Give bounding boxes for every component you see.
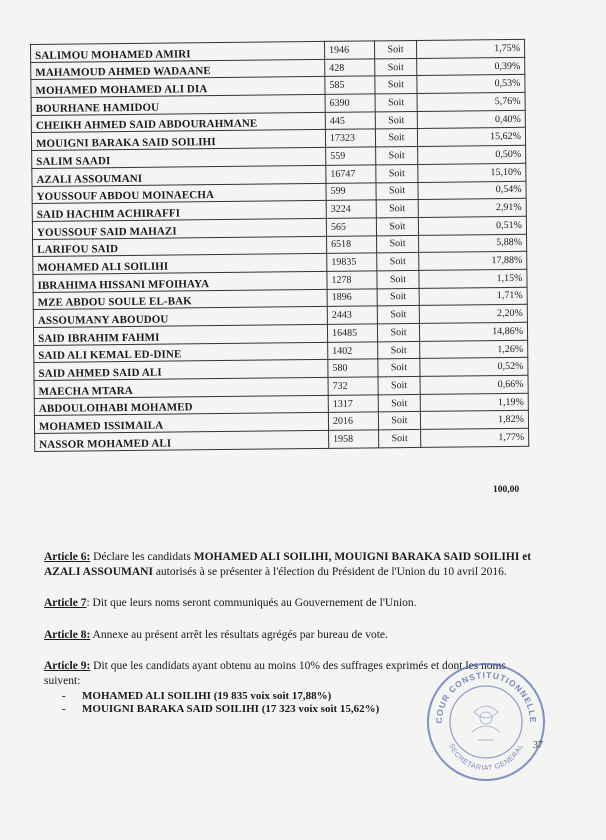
soit-cell: Soit [375,94,417,112]
percentage-cell: 1,15% [419,269,527,288]
soit-cell: Soit [376,182,418,200]
soit-cell: Soit [376,200,418,218]
percentage-cell: 2,91% [418,199,526,218]
soit-cell: Soit [375,129,417,147]
votes-cell: 1896 [327,289,377,307]
candidate-name-cell: SAID IBRAHIM FAHMI [33,324,327,345]
percentage-cell: 0,54% [418,181,526,200]
results-table-body [31,39,529,451]
votes-cell: 1946 [324,41,374,59]
soit-cell: Soit [377,270,419,288]
elected-candidate-text: MOHAMED ALI SOILIHI (19 835 voix soit 17,88%) [82,690,332,702]
candidate-name-cell: IBRAHIMA HISSANI MFOIHAYA [33,271,327,292]
candidate-name-cell: MAHAMOUD AHMED WADAANE [31,59,325,80]
candidate-name-cell: SALIM SAADI [32,148,326,169]
soit-cell: Soit [378,412,420,430]
soit-cell: Soit [377,253,419,271]
percentage-cell: 17,88% [419,252,527,271]
candidate-name-cell: AZALI ASSOUMANI [32,165,326,186]
soit-cell: Soit [375,111,417,129]
votes-cell: 565 [326,218,376,236]
page-number: 37 [533,740,543,751]
elected-candidate-text: MOUIGNI BARAKA SAID SOILIHI (17 323 voix soit 15,62%) [82,703,380,715]
soit-cell: Soit [378,376,420,394]
percentage-cell: 1,26% [420,340,528,359]
soit-cell: Soit [377,306,419,324]
soit-cell: Soit [378,359,420,377]
votes-cell: 16485 [327,324,377,342]
candidate-name-cell: SAID ALI KEMAL ED-DINE [34,342,328,363]
candidate-name-cell: NASSOR MOHAMED ALI [35,431,329,452]
total-percentage: 100,00 [493,485,520,495]
stamp-text-top: COUR CONSTITUTIONNELLE [433,669,539,724]
article-6-text-2: et [519,551,532,563]
soit-cell: Soit [376,164,418,182]
article-7-text: : Dit que leurs noms seront communiqués au Gouvernement de l'Union. [86,597,417,609]
votes-cell: 19835 [327,253,377,271]
percentage-cell: 5,76% [417,92,525,111]
soit-cell: Soit [377,323,419,341]
percentage-cell: 0,39% [417,57,525,76]
article-8 [44,628,544,643]
votes-cell: 17323 [325,129,375,147]
votes-cell: 6390 [325,94,375,112]
votes-cell: 1278 [327,271,377,289]
votes-cell: 445 [325,112,375,130]
candidate-name-cell: MOUIGNI BARAKA SAID SOILIHI [31,130,325,151]
article-9-label: Article 9: [44,660,91,672]
soit-cell: Soit [375,58,417,76]
percentage-cell: 1,71% [419,287,527,306]
elected-candidate: - MOHAMED ALI SOILIHI (19 835 voix soit 17,88%) [62,690,332,702]
percentage-cell: 1,19% [420,393,528,412]
candidate-name-cell: MZE ABDOU SOULE EL-BAK [33,289,327,310]
percentage-cell: 0,66% [420,375,528,394]
votes-cell: 2016 [328,412,378,430]
percentage-cell: 0,51% [418,216,526,235]
article-6-label: Article 6: [44,551,91,563]
percentage-cell: 15,62% [417,128,525,147]
votes-cell: 1402 [328,342,378,360]
soit-cell: Soit [377,288,419,306]
article-7 [44,596,544,611]
votes-cell: 16747 [326,165,376,183]
candidate-name-cell: MOHAMED MOHAMED ALI DIA [31,77,325,98]
article-8-text: Annexe au présent arrêt les résultats agrégés par bureau de vote. [90,628,388,641]
candidate-name-cell: ABDOULOIHABI MOHAMED [34,395,328,416]
article-7-label: Article 7 [44,597,87,609]
votes-cell: 2443 [327,306,377,324]
candidate-name-cell: MOHAMED ISSIMAILA [34,413,328,434]
soit-cell: Soit [375,76,417,94]
votes-cell: 585 [325,76,375,94]
candidate-name-cell: MAECHA MTARA [34,377,328,398]
votes-cell: 428 [325,59,375,77]
votes-cell: 580 [328,359,378,377]
percentage-cell: 1,82% [420,411,528,430]
article-8-label: Article 8: [44,628,91,641]
candidate-name-cell: SAID HACHIM ACHIRAFFI [32,201,326,222]
votes-cell: 3224 [326,200,376,218]
percentage-cell: 1,77% [421,428,529,447]
votes-cell: 1958 [329,430,379,448]
candidate-name-cell: BOURHANE HAMIDOU [31,94,325,115]
percentage-cell: 0,40% [417,110,525,129]
official-stamp [424,660,548,784]
candidate-name-cell: MOHAMED ALI SOILIHI [33,254,327,275]
elected-candidate: - MOUIGNI BARAKA SAID SOILIHI (17 323 voix soit 15,62%) [62,703,380,715]
votes-cell: 732 [328,377,378,395]
candidate-name-cell: CHEIKH AHMED SAID ABDOURAHMANE [31,112,325,133]
article-6-candidates-1: MOHAMED ALI SOILIHI, MOUIGNI BARAKA SAID SOILIHI [193,551,520,563]
percentage-cell: 14,86% [419,322,527,341]
percentage-cell: 5,88% [419,234,527,253]
percentage-cell: 0,53% [417,75,525,94]
soit-cell: Soit [374,40,416,58]
article-6-candidates-2: AZALI ASSOUMANI [44,565,153,578]
soit-cell: Soit [378,341,420,359]
article-9-text: Dit que les candidats ayant obtenu au moins 10% des suffrages exprimés et dont les noms suivent: [44,660,506,687]
results-table [30,39,529,452]
percentage-cell: 0,50% [418,145,526,164]
candidate-name-cell: YOUSSOUF ABDOU MOINAECHA [32,183,326,204]
article-6-text-1: Déclare les candidats [90,551,194,563]
votes-cell: 1317 [328,395,378,413]
soit-cell: Soit [377,235,419,253]
votes-cell: 599 [326,182,376,200]
candidate-name-cell: SALIMOU MOHAMED AMIRI [31,41,325,62]
soit-cell: Soit [376,147,418,165]
candidate-name-cell: LARIFOU SAID [33,236,327,257]
votes-cell: 559 [326,147,376,165]
soit-cell: Soit [378,394,420,412]
percentage-cell: 15,10% [418,163,526,182]
stamp-text-bottom: SECRETARIAT GENERAL [447,742,525,772]
percentage-cell: 0,52% [420,358,528,377]
votes-cell: 6518 [327,235,377,253]
soit-cell: Soit [376,217,418,235]
candidate-name-cell: SAID AHMED SAID ALI [34,360,328,381]
soit-cell: Soit [379,430,421,448]
article-6 [44,550,544,579]
candidate-name-cell: ASSOUMANY ABOUDOU [33,307,327,328]
candidate-name-cell: YOUSSOUF SAID MAHAZI [32,218,326,239]
article-6-text-3: autorisés à se présenter à l'élection du Président de l'Union du 10 avril 2016. [152,565,507,578]
percentage-cell: 2,20% [419,305,527,324]
percentage-cell: 1,75% [416,39,524,58]
